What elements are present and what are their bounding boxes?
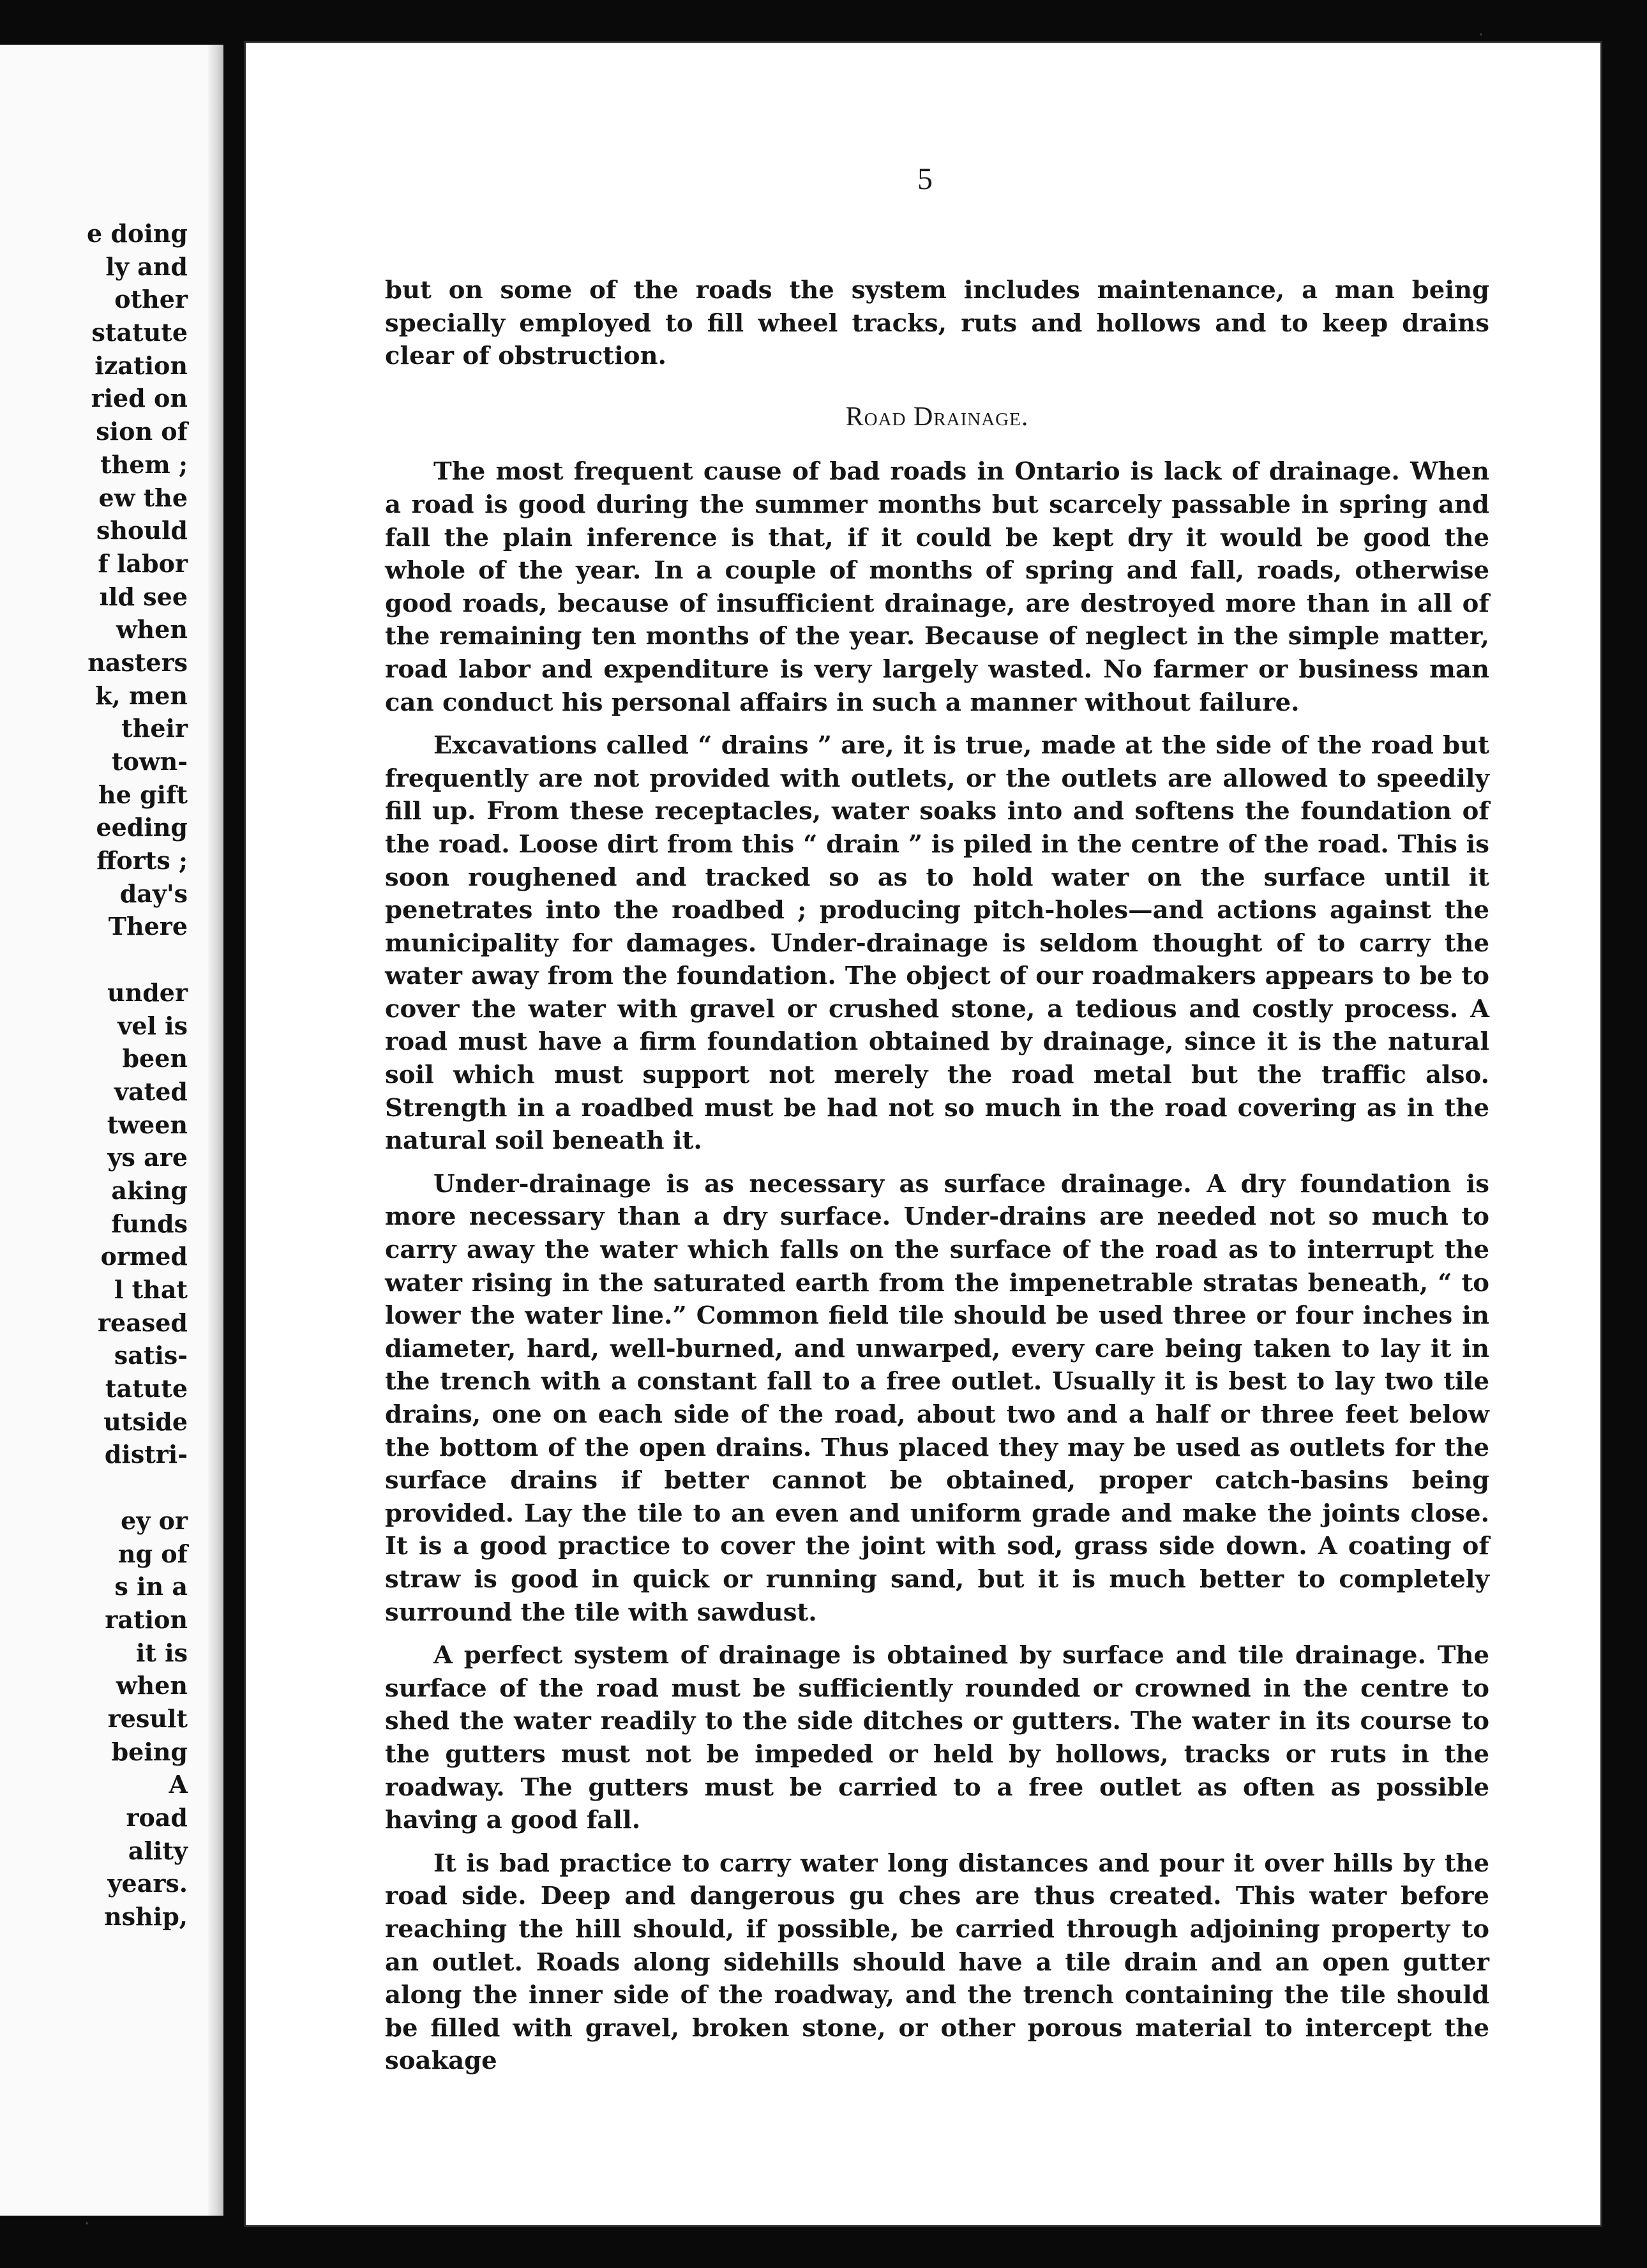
page-body xyxy=(385,164,1489,2088)
previous-page-line: A xyxy=(169,1770,188,1799)
previous-page-line: tatute xyxy=(105,1374,188,1403)
previous-page-line: he gift xyxy=(98,780,188,809)
previous-page-line: ly and xyxy=(105,252,188,281)
paragraph: Excavations called “ drains ” are, it is true, made at the side of the road but frequently are not provided with outlets, or the outlets are allowed to speedily fill up. From these receptacles, water soaks into and softens the foundation of the road. Loose dirt from this “ drain ” is piled in the centre of the road. This is soon roughened and tracked so as to hold water on the surface until it penetrates into the roadbed ; producing pitch-holes—and actions against the municipality for damages. Under-drainage is seldom thought of to carry the water away from the foundation. The object of our roadmakers appears to be to cover the water with gravel or crushed stone, a tedious and costly process. A road must have a firm foundation obtained by drainage, since it is the natural soil which must support not merely the road metal but the traffic also. Strength in a roadbed must be had not so much in the road covering as in the natural soil beneath it. xyxy=(385,731,1489,1156)
previous-page-line: reased xyxy=(98,1308,188,1337)
previous-page-line: ıld see xyxy=(99,582,188,611)
previous-page-line-endings xyxy=(87,217,188,1933)
previous-page-fragment xyxy=(0,45,223,2216)
previous-page-line xyxy=(87,1471,188,1504)
previous-page-line: ormed xyxy=(100,1242,188,1271)
previous-page-line: should xyxy=(96,516,188,545)
page xyxy=(244,41,1602,2227)
previous-page-line: l that xyxy=(114,1275,188,1304)
previous-page-line: it is xyxy=(135,1638,188,1667)
previous-page-line: There xyxy=(108,912,188,941)
previous-page-line xyxy=(87,943,188,976)
previous-page-line: ew the xyxy=(98,483,188,512)
previous-page-line: ng of xyxy=(117,1539,188,1568)
previous-page-line: day's xyxy=(119,879,188,908)
previous-page-line: other xyxy=(114,285,188,314)
previous-page-line: road xyxy=(126,1803,188,1832)
previous-page-line: been xyxy=(122,1044,188,1073)
previous-page-line: vel is xyxy=(117,1011,188,1040)
previous-page-line: distri- xyxy=(104,1440,188,1469)
paragraph: It is bad practice to carry water long distances and pour it over hills by the road side. Deep and dangerous gu ches are thus created. This water before reaching the hill should, if possible, be carried through adjoining property to an outlet. Roads along sidehills should have a tile drain and an open gutter along the inner side of the roadway, and the trench containing the tile should be filled with gravel, broken stone, or other porous material to intercept the soakage xyxy=(385,1848,1489,2076)
previous-page-line: utside xyxy=(103,1407,188,1436)
previous-page-line: vated xyxy=(114,1077,188,1106)
previous-page-line: ality xyxy=(128,1836,188,1865)
previous-page-line: ration xyxy=(105,1605,188,1634)
previous-page-line: nship, xyxy=(104,1902,188,1932)
previous-page-line: eeding xyxy=(96,813,188,842)
previous-page-line: aking xyxy=(111,1176,188,1205)
previous-page-line: when xyxy=(116,1671,188,1700)
previous-page-line: ey or xyxy=(121,1506,188,1535)
previous-page-line: town- xyxy=(111,747,188,776)
previous-page-line: k, men xyxy=(95,681,188,710)
paragraph: Under-drainage is as necessary as surface drainage. A dry foundation is more necessary than a dry surface. Under-drains are needed not so much to carry away the water which falls on the surface of the road as to interrupt the water rising in the saturated earth from the impenetrable stratas beneath, “ to lower the water line.” Common field tile should be used three or four inches in diameter, hard, well-burned, and unwarped, every care being taken to lay it in the trench with a constant fall to a free outlet. Usually it is best to lay two tile drains, one on each side of the road, about two and a half or three feet below the bottom of the open drains. Thus placed they may be used as outlets for the surface drains if better cannot be obtained, proper catch-basins being provided. Lay the tile to an even and uniform grade and make the joints close. It is a good practice to cover the joint with sod, grass side down. A coating of straw is good in quick or running sand, but it is much better to completely surround the tile with sawdust. xyxy=(385,1169,1489,1627)
previous-page-line: under xyxy=(107,978,188,1007)
previous-page-line: their xyxy=(121,714,188,743)
paragraph: The most frequent cause of bad roads in Ontario is lack of drainage. When a road is good during the summer months but scarcely passable in spring and fall the plain inference is that, if it could be kept dry it would be good the whole of the year. In a couple of months of spring and fall, roads, otherwise good roads, because of insufficient drainage, are destroyed more than in all of the remaining ten months of the year. Because of neglect in the simple matter, road labor and expenditure is very largely wasted. No farmer or business man can conduct his personal affairs in such a manner without failure. xyxy=(385,457,1489,717)
previous-page-line: result xyxy=(107,1704,188,1733)
scan-speck: · xyxy=(84,2214,90,2234)
previous-page-line: them ; xyxy=(100,450,188,479)
previous-page-line: statute xyxy=(91,318,188,347)
previous-page-line: funds xyxy=(111,1209,188,1238)
previous-page-line: ried on xyxy=(91,384,188,413)
section-heading: Road Drainage. xyxy=(845,402,1029,432)
previous-page-line: ys are xyxy=(107,1143,188,1172)
previous-page-line: ization xyxy=(94,351,188,380)
previous-page-line: being xyxy=(111,1737,188,1766)
previous-page-line: satis- xyxy=(114,1341,188,1370)
previous-page-line: when xyxy=(116,615,188,644)
scan-speck: · xyxy=(1478,26,1484,45)
previous-page-line: years. xyxy=(107,1869,188,1898)
previous-page-line: s in a xyxy=(114,1572,188,1601)
previous-page-line: tween xyxy=(107,1110,188,1139)
previous-page-line: sion of xyxy=(96,417,188,446)
previous-page-line: f labor xyxy=(98,548,188,578)
paragraph: A perfect system of drainage is obtained by surface and tile drainage. The surface of the road must be sufficiently rounded or crowned in the centre to shed the water readily to the side ditches or gutters. The water in its course to the gutters must not be impeded or held by hollows, tracks or ruts in the roadway. The gutters must be carried to a free outlet as often as possible having a good fall. xyxy=(385,1641,1489,1835)
previous-page-line: e doing xyxy=(87,219,188,248)
previous-page-line: nasters xyxy=(87,647,188,677)
page-number: 5 xyxy=(917,162,933,196)
previous-page-line: fforts ; xyxy=(96,846,188,875)
opening-paragraph: but on some of the roads the system includes maintenance, a man being specially employed to fill wheel tracks, ruts and hollows and to keep drains clear of obstruction. xyxy=(385,276,1489,371)
page-fold-shadow xyxy=(208,45,223,2216)
